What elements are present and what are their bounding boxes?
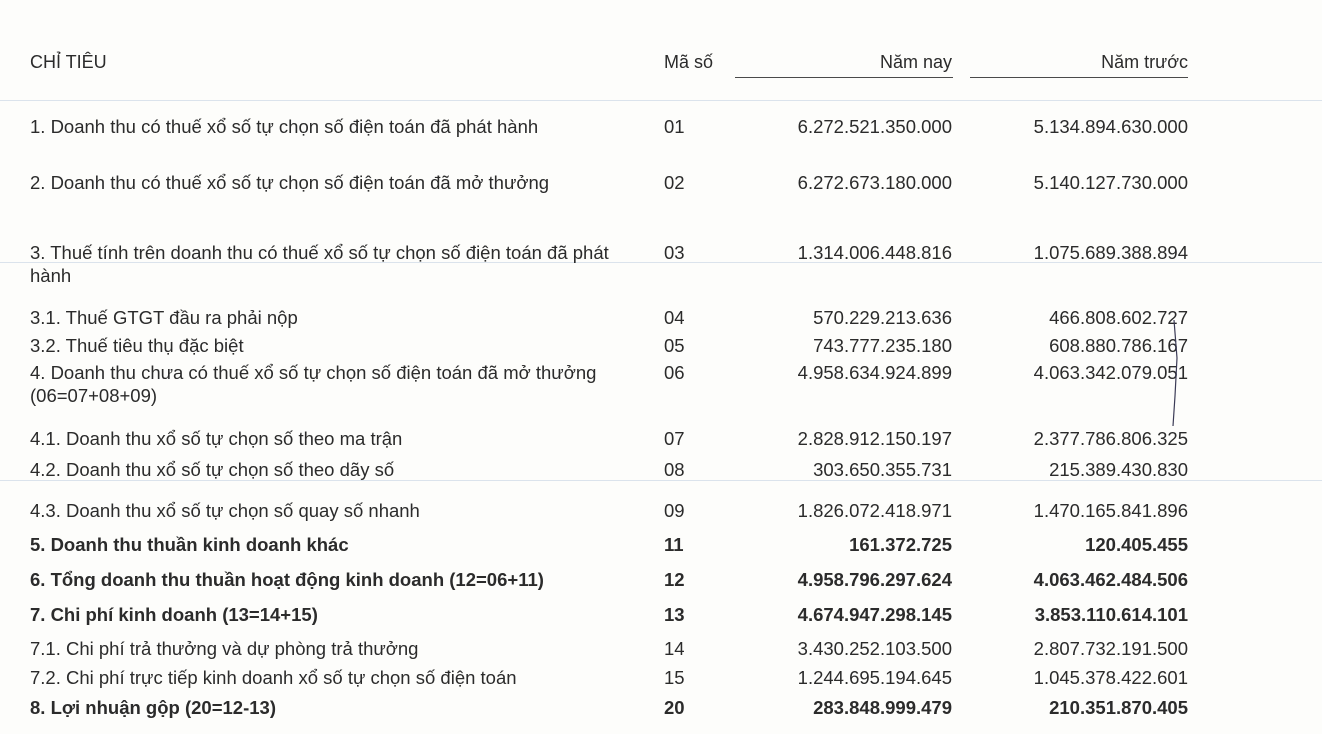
row-code: 02: [664, 172, 685, 193]
row-label: 3.2. Thuế tiêu thụ đặc biệt: [30, 335, 244, 356]
row-current-year: 6.272.521.350.000: [797, 116, 952, 137]
header-underline-nam-truoc: [970, 77, 1188, 78]
row-previous-year: 120.405.455: [1085, 534, 1188, 555]
row-current-year: 2.828.912.150.197: [797, 428, 952, 449]
row-current-year: 4.674.947.298.145: [797, 604, 952, 625]
header-underline-nam-nay: [735, 77, 953, 78]
row-label: 8. Lợi nhuận gộp (20=12-13): [30, 697, 276, 718]
row-code: 11: [664, 534, 684, 555]
row-previous-year: 5.140.127.730.000: [1033, 172, 1188, 193]
row-label: 4.2. Doanh thu xổ số tự chọn số theo dãy số: [30, 459, 395, 480]
row-code: 15: [664, 667, 685, 688]
row-previous-year: 4.063.462.484.506: [1033, 569, 1188, 590]
row-code: 01: [664, 116, 685, 137]
row-current-year: 1.314.006.448.816: [797, 242, 952, 263]
row-current-year: 1.244.695.194.645: [797, 667, 952, 688]
row-previous-year: 210.351.870.405: [1049, 697, 1188, 718]
header-nam-nay: Năm nay: [879, 52, 952, 72]
row-code: 12: [664, 569, 685, 590]
row-label: 1. Doanh thu có thuế xổ số tự chọn số điện toán đã phát hành: [30, 116, 539, 137]
row-code: 14: [664, 638, 685, 659]
row-code: 03: [664, 242, 685, 263]
row-code: 09: [664, 500, 685, 521]
row-current-year: 1.826.072.418.971: [797, 500, 952, 521]
row-current-year: 4.958.796.297.624: [797, 569, 952, 590]
table-header: [0, 52, 1322, 82]
row-current-year: 4.958.634.924.899: [797, 362, 952, 383]
row-label: 7. Chi phí kinh doanh (13=14+15): [30, 604, 318, 625]
row-label: 3. Thuế tính trên doanh thu có thuế xổ số tự chọn số điện toán đã phát hành: [30, 242, 609, 286]
row-label: 4.1. Doanh thu xổ số tự chọn số theo ma trận: [30, 428, 403, 449]
row-previous-year: 466.808.602.727: [1049, 307, 1188, 328]
row-label: 7.2. Chi phí trực tiếp kinh doanh xổ số tự chọn số điện toán: [30, 667, 517, 688]
row-current-year: 743.777.235.180: [813, 335, 952, 356]
row-previous-year: 215.389.430.830: [1049, 459, 1188, 480]
row-label: 4. Doanh thu chưa có thuế xổ số tự chọn số điện toán đã mở thưởng (06=07+08+09): [30, 362, 597, 406]
row-label: 4.3. Doanh thu xổ số tự chọn số quay số nhanh: [30, 500, 420, 521]
row-label: 5. Doanh thu thuần kinh doanh khác: [30, 534, 349, 555]
row-current-year: 303.650.355.731: [813, 459, 952, 480]
row-code: 04: [664, 307, 685, 328]
row-previous-year: 1.045.378.422.601: [1033, 667, 1188, 688]
row-label: 3.1. Thuế GTGT đầu ra phải nộp: [30, 307, 298, 328]
row-code: 07: [664, 428, 685, 449]
row-code: 06: [664, 362, 685, 383]
row-code: 20: [664, 697, 685, 718]
row-previous-year: 2.377.786.806.325: [1033, 428, 1188, 449]
row-current-year: 283.848.999.479: [813, 697, 952, 718]
header-chi-tieu: CHỈ TIÊU: [30, 52, 107, 72]
row-label: 6. Tổng doanh thu thuần hoạt động kinh doanh (12=06+11): [30, 569, 544, 590]
row-previous-year: 2.807.732.191.500: [1033, 638, 1188, 659]
row-label: 7.1. Chi phí trả thưởng và dự phòng trả thưởng: [30, 638, 419, 659]
row-previous-year: 1.075.689.388.894: [1033, 242, 1188, 263]
header-ma-so: Mã số: [664, 52, 714, 72]
row-previous-year: 608.880.786.167: [1049, 335, 1188, 356]
row-code: 08: [664, 459, 685, 480]
divider: [0, 100, 1322, 101]
row-current-year: 3.430.252.103.500: [797, 638, 952, 659]
row-current-year: 161.372.725: [849, 534, 952, 555]
row-code: 05: [664, 335, 685, 356]
row-current-year: 570.229.213.636: [813, 307, 952, 328]
row-label: 2. Doanh thu có thuế xổ số tự chọn số điện toán đã mở thưởng: [30, 172, 550, 193]
row-current-year: 6.272.673.180.000: [797, 172, 952, 193]
header-nam-truoc: Năm trước: [1101, 52, 1188, 72]
row-previous-year: 3.853.110.614.101: [1034, 604, 1188, 625]
row-previous-year: 4.063.342.079.051: [1033, 362, 1188, 383]
row-code: 13: [664, 604, 685, 625]
pen-tick-mark: [1170, 318, 1182, 428]
row-previous-year: 1.470.165.841.896: [1033, 500, 1188, 521]
row-previous-year: 5.134.894.630.000: [1033, 116, 1188, 137]
